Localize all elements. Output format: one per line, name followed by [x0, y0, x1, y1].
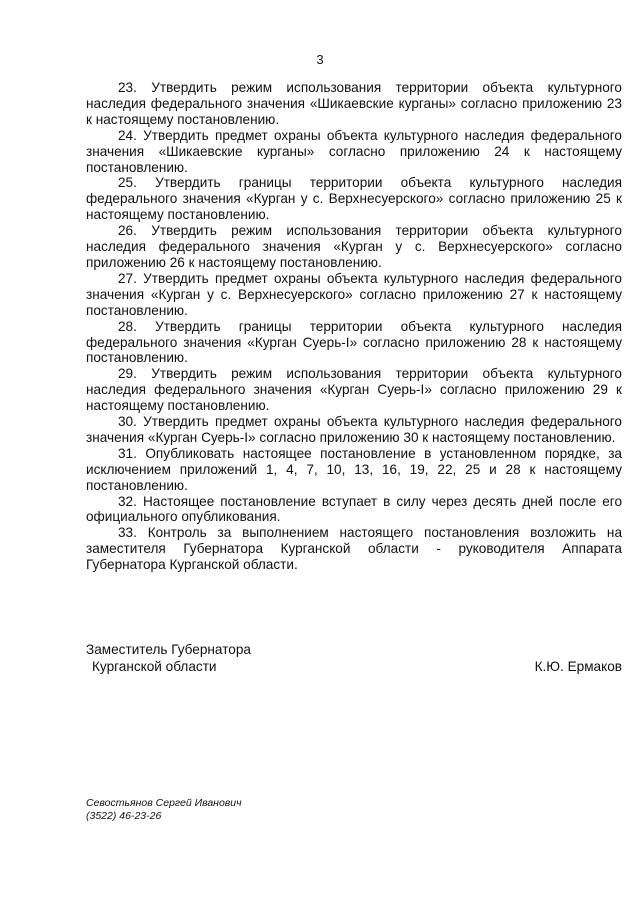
page-number: 3 — [316, 52, 324, 67]
executor-block — [86, 797, 242, 823]
signatory-name: К.Ю. Ермаков — [534, 659, 622, 674]
executor-phone: (3522) 46-23-26 — [86, 810, 162, 822]
signatory-region: Курганской области — [92, 659, 217, 674]
signature-block — [86, 641, 622, 675]
paragraph-33: 33. Контроль за выполнением настоящего постановления возложить на заместителя Губернатора Курганской области - руководителя Аппарата Губернатора Курганской области. — [86, 525, 622, 573]
paragraph-24: 24. Утвердить предмет охраны объекта культурного наследия федерального значения «Шикаевские курганы» согласно приложению 24 к настоящему постановлению. — [86, 127, 622, 175]
paragraph-29: 29. Утвердить режим использования территории объекта культурного наследия федерального значения «Курган Суерь-I» согласно приложению 29 к настоящему постановлению. — [86, 366, 622, 414]
signatory-position: Заместитель Губернатора — [86, 642, 251, 657]
paragraph-25: 25. Утвердить границы территории объекта культурного наследия федерального значения «Курган у с. Верхнесуерского» согласно приложению 25 к настоящему постановлению. — [86, 175, 622, 223]
paragraph-27: 27. Утвердить предмет охраны объекта культурного наследия федерального значения «Курган у с. Верхнесуерского» согласно приложению 27 к настоящему постановлению. — [86, 270, 622, 318]
paragraph-32: 32. Настоящее постановление вступает в силу через десять дней после его официального опубликования. — [86, 493, 622, 525]
paragraph-31: 31. Опубликовать настоящее постановление в установленном порядке, за исключением приложений 1, 4, 7, 10, 13, 16, 19, 22, 25 и 28 к настоящему постановлению. — [86, 445, 622, 493]
paragraph-28: 28. Утвердить границы территории объекта культурного наследия федерального значения «Курган Суерь-I» согласно приложению 28 к настоящему постановлению. — [86, 318, 622, 366]
paragraph-30: 30. Утвердить предмет охраны объекта культурного наследия федерального значения «Курган Суерь-I» согласно приложению 30 к настоящему постановлению. — [86, 414, 622, 445]
document-body — [86, 80, 622, 573]
paragraph-23: 23. Утвердить режим использования территории объекта культурного наследия федерального значения «Шикаевские курганы» согласно приложению 23 к настоящему постановлению. — [86, 80, 622, 127]
executor-name: Севостьянов Сергей Иванович — [86, 797, 242, 809]
paragraph-26: 26. Утвердить режим использования территории объекта культурного наследия федерального значения «Курган у с. Верхнесуерского» согласно приложению 26 к настоящему постановлению. — [86, 223, 622, 270]
